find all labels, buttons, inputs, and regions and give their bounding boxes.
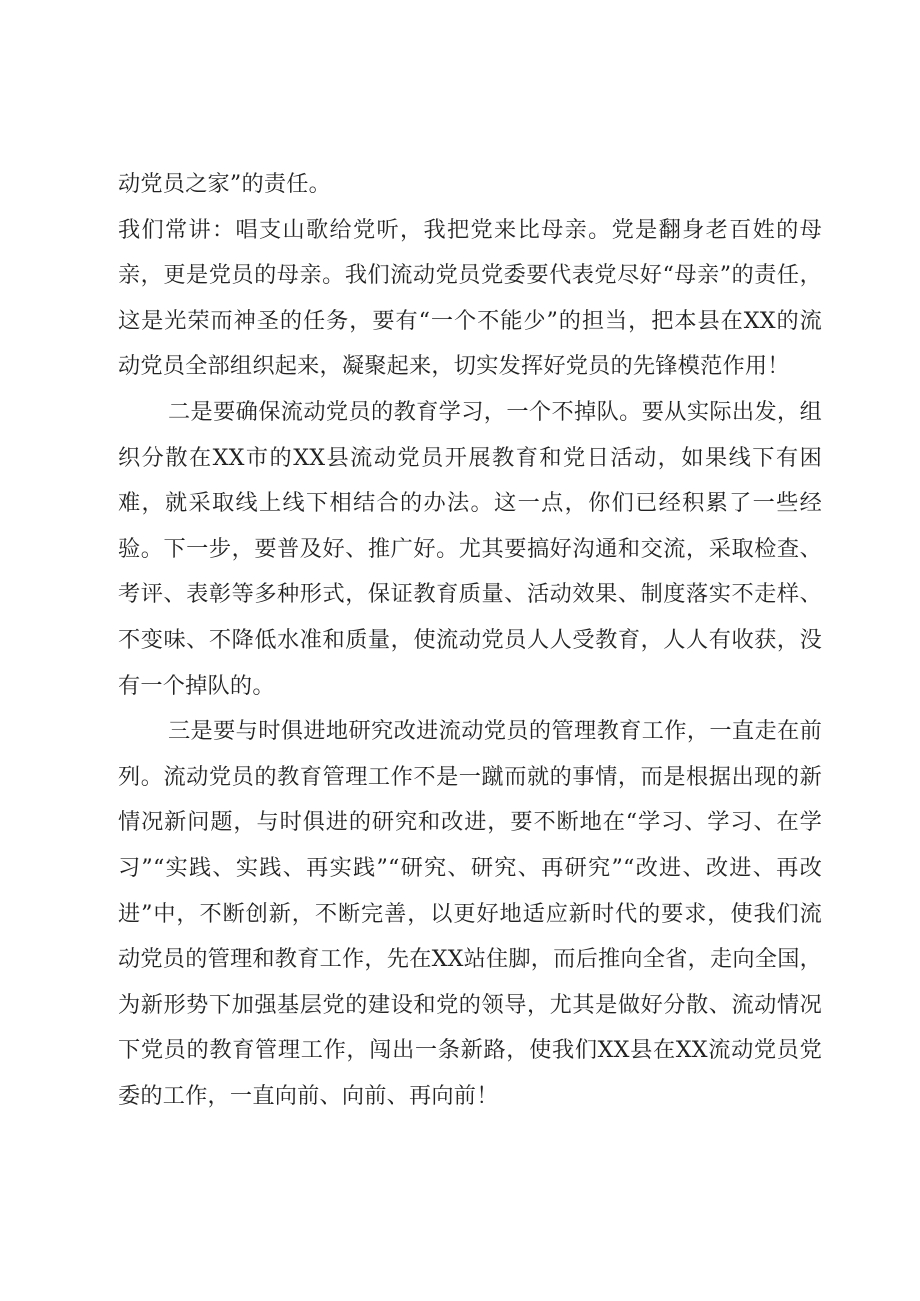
paragraph-continuation: 动党员之家”的责任。 xyxy=(118,171,332,197)
paragraph-mother-analogy: 我们常讲：唱支山歌给党听，我把党来比母亲。党是翻身老百姓的母亲，更是党员的母亲。我们流动党员党委要代表党尽好“母亲”的责任，这是光荣而神圣的任务，要有“一个不能少”的担当，把本县在XX的流动党员全部组织起来，凝聚起来，切实发挥好党员的先锋模范作用！ xyxy=(118,216,822,380)
document-body xyxy=(118,162,822,1119)
paragraph-point-two: 二是要确保流动党员的教育学习，一个不掉队。要从实际出发，组织分散在XX市的XX县流动党员开展教育和党日活动，如果线下有困难，就采取线上线下相结合的办法。这一点，你们已经积累了一些经验。下一步，要普及好、推广好。尤其要搞好沟通和交流，采取检查、考评、表彰等多种形式，保证教育质量、活动效果、制度落实不走样、不变味、不降低水准和质量，使流动党员人人受教育，人人有收获，没有一个掉队的。 xyxy=(118,398,822,699)
paragraph-point-three: 三是要与时俱进地研究改进流动党员的管理教育工作，一直走在前列。流动党员的教育管理工作不是一蹴而就的事情，而是根据出现的新情况新问题，与时俱进的研究和改进，要不断地在“学习、学习、在学习”“实践、实践、再实践”“研究、研究、再研究”“改进、改进、再改进”中，不断创新，不断完善，以更好地适应新时代的要求，使我们流动党员的管理和教育工作，先在XX站住脚，而后推向全省，走向全国，为新形势下加强基层党的建设和党的领导，尤其是做好分散、流动情况下党员的教育管理工作，闯出一条新路，使我们XX县在XX流动党员党委的工作，一直向前、向前、再向前！ xyxy=(118,718,822,1109)
